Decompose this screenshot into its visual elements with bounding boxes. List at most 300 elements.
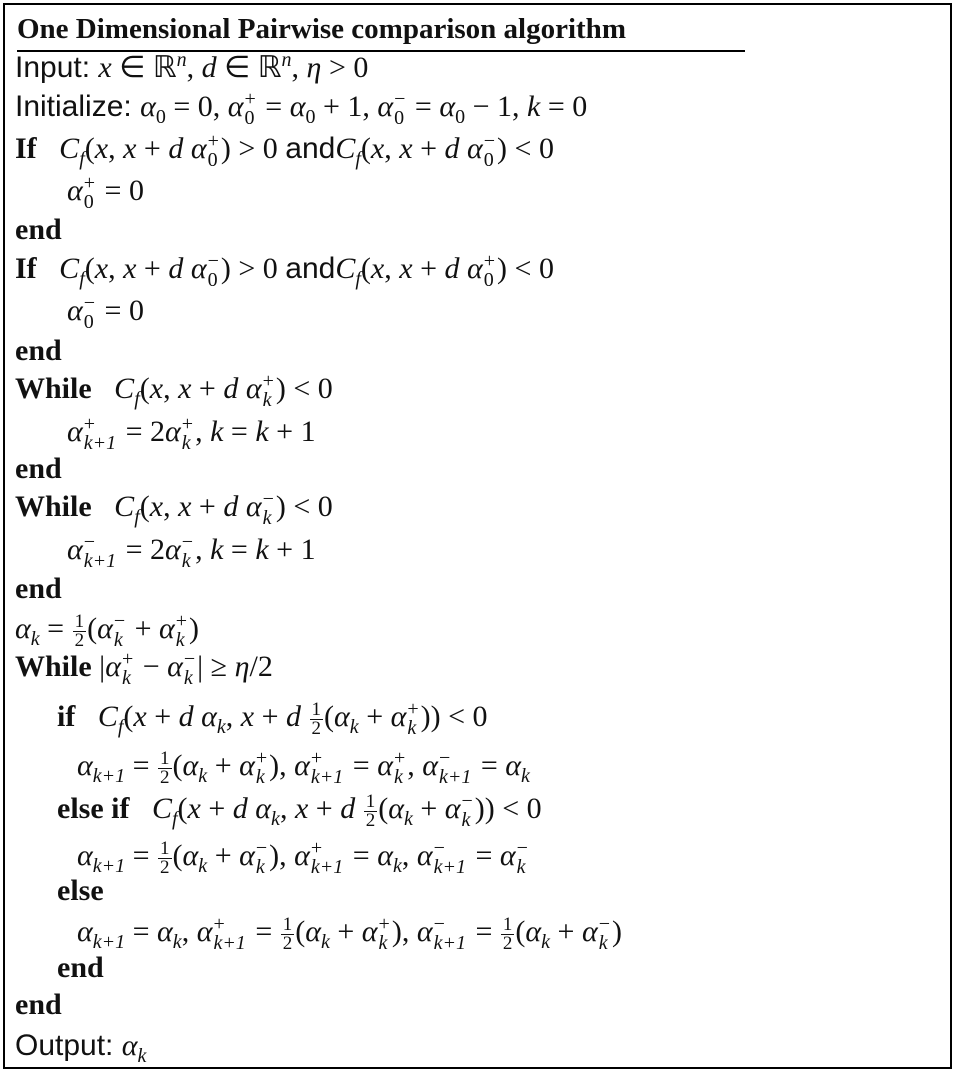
math-text: ), bbox=[391, 915, 417, 948]
math-text: , bbox=[108, 252, 124, 285]
math-text: , bbox=[186, 51, 202, 84]
sup-sub-script bbox=[599, 915, 610, 953]
fraction-denominator: 2 bbox=[502, 932, 513, 954]
math-variable: x bbox=[94, 252, 109, 285]
sup-sub-script bbox=[394, 749, 405, 787]
math-text: = bbox=[125, 839, 158, 872]
sup-sub-script bbox=[484, 132, 495, 170]
math-variable: α bbox=[227, 90, 244, 123]
math-variable: α bbox=[294, 749, 310, 782]
math-variable: d α bbox=[168, 132, 207, 165]
math-text bbox=[355, 792, 363, 825]
superscript: + bbox=[407, 698, 419, 721]
keyword: end bbox=[15, 213, 62, 246]
math-variable: d α bbox=[232, 792, 272, 825]
math-variable: α bbox=[182, 839, 199, 872]
algorithm-line bbox=[67, 171, 144, 214]
math-text: /2 bbox=[249, 650, 273, 683]
math-text: ( bbox=[84, 252, 95, 285]
math-text: ( bbox=[515, 915, 526, 948]
math-variable: α bbox=[239, 839, 255, 872]
label-text: Initialize: bbox=[15, 90, 141, 123]
math-text: = 2 bbox=[118, 415, 166, 448]
algorithm-line bbox=[57, 697, 488, 740]
math-variable: α bbox=[77, 839, 93, 872]
math-text: ( bbox=[172, 839, 183, 872]
math-text: + bbox=[550, 915, 582, 948]
math-text: + bbox=[207, 839, 240, 872]
math-variable: α bbox=[289, 90, 306, 123]
math-variable: α bbox=[105, 650, 121, 683]
math-text: = bbox=[39, 612, 72, 645]
math-text: ∈ ℝ bbox=[111, 51, 177, 84]
subscript: f bbox=[79, 148, 85, 170]
subscript: k bbox=[349, 716, 359, 738]
subscript: 0 bbox=[305, 106, 316, 128]
algorithm-line bbox=[57, 789, 542, 832]
math-variable: C bbox=[335, 132, 356, 165]
subscript: 0 bbox=[483, 269, 494, 292]
subscript: k+1 bbox=[92, 931, 126, 953]
math-variable: α bbox=[239, 749, 255, 782]
math-variable: x bbox=[370, 132, 385, 165]
superscript: + bbox=[181, 413, 194, 436]
math-text: = bbox=[345, 839, 378, 872]
math-text bbox=[75, 700, 98, 733]
math-text: , bbox=[225, 700, 241, 733]
keyword: if bbox=[57, 700, 76, 733]
keyword: While bbox=[15, 372, 92, 405]
math-variable: x bbox=[149, 372, 164, 405]
math-variable: α bbox=[416, 915, 433, 948]
math-text: = bbox=[473, 749, 506, 782]
math-variable: η bbox=[306, 51, 322, 84]
subscript: k bbox=[521, 765, 530, 787]
subscript: k bbox=[198, 765, 208, 787]
math-variable: α bbox=[121, 1029, 138, 1062]
math-text: ) > 0 bbox=[220, 252, 286, 285]
subscript: k bbox=[598, 932, 608, 955]
subscript: k+1 bbox=[92, 855, 126, 877]
math-variable: α bbox=[77, 915, 93, 948]
algorithm-line bbox=[67, 530, 316, 573]
math-text: + bbox=[358, 700, 391, 733]
subscript: k bbox=[541, 931, 551, 953]
math-text bbox=[92, 372, 115, 405]
math-text: , bbox=[181, 915, 197, 948]
math-variable: α bbox=[377, 839, 393, 872]
fraction bbox=[364, 790, 378, 831]
keyword: else if bbox=[57, 792, 130, 825]
algorithm-line bbox=[15, 249, 554, 292]
algorithm-line bbox=[15, 87, 588, 130]
math-text: ( bbox=[123, 700, 134, 733]
math-variable: α bbox=[67, 294, 83, 327]
math-variable: α bbox=[505, 749, 522, 782]
sup-sub-script bbox=[122, 650, 133, 688]
sup-sub-script bbox=[394, 90, 405, 128]
algorithm-line bbox=[77, 836, 530, 879]
math-text bbox=[92, 490, 115, 523]
sup-sub-script bbox=[517, 839, 528, 877]
math-text: + bbox=[308, 792, 341, 825]
math-text: + bbox=[200, 792, 233, 825]
math-text: + bbox=[127, 612, 160, 645]
math-variable: α bbox=[439, 90, 456, 123]
subscript: k bbox=[262, 389, 272, 412]
sup-sub-script bbox=[114, 612, 125, 650]
math-text: , bbox=[279, 792, 295, 825]
superscript: − bbox=[438, 747, 451, 770]
math-variable: k bbox=[255, 415, 269, 448]
label-text: and bbox=[285, 252, 336, 285]
math-variable: x bbox=[123, 252, 137, 285]
math-variable: x bbox=[370, 252, 385, 285]
subscript: k bbox=[183, 667, 193, 690]
algorithm-line bbox=[15, 129, 554, 172]
math-variable: k bbox=[526, 90, 541, 123]
math-text: = bbox=[125, 749, 158, 782]
superscript: − bbox=[262, 488, 274, 511]
sup-sub-script bbox=[182, 415, 193, 453]
math-text: + bbox=[136, 252, 169, 285]
algorithm-line bbox=[57, 871, 104, 911]
math-text: + bbox=[191, 372, 224, 405]
subscript: k bbox=[393, 766, 403, 789]
math-variable: α bbox=[67, 415, 83, 448]
algorithm-line bbox=[57, 948, 104, 988]
math-variable: α bbox=[416, 839, 433, 872]
math-text: ) bbox=[189, 612, 200, 645]
superscript: + bbox=[207, 130, 219, 153]
superscript: + bbox=[378, 913, 390, 936]
superscript: − bbox=[598, 913, 610, 936]
math-variable: d α bbox=[168, 252, 207, 285]
superscript: − bbox=[394, 88, 406, 111]
algorithm-line bbox=[15, 210, 62, 250]
algorithm-box bbox=[3, 3, 952, 1069]
fraction-denominator: 2 bbox=[282, 932, 293, 954]
sup-sub-script bbox=[182, 533, 193, 571]
math-text: ( bbox=[295, 915, 306, 948]
sup-sub-script bbox=[439, 749, 471, 787]
math-text: = bbox=[345, 749, 378, 782]
math-variable: α bbox=[67, 533, 83, 566]
algorithm-line bbox=[15, 985, 62, 1025]
fraction-denominator: 2 bbox=[160, 856, 170, 878]
sup-sub-script bbox=[311, 839, 343, 877]
math-variable: C bbox=[59, 252, 80, 285]
math-text: − 1, bbox=[465, 90, 527, 123]
subscript: 0 bbox=[244, 107, 255, 130]
fraction-denominator: 2 bbox=[365, 809, 376, 831]
math-variable: α bbox=[97, 612, 113, 645]
math-variable: x bbox=[149, 490, 164, 523]
label-text: Input: bbox=[15, 51, 99, 84]
sup-sub-script bbox=[379, 915, 390, 953]
math-variable: d bbox=[201, 51, 217, 84]
math-text: ) < 0 bbox=[275, 490, 333, 523]
math-variable: α bbox=[444, 792, 461, 825]
subscript: f bbox=[355, 148, 361, 170]
math-text: ( bbox=[177, 792, 188, 825]
fraction bbox=[73, 610, 87, 651]
superscript: + bbox=[255, 747, 268, 770]
math-text: = bbox=[257, 90, 290, 123]
subscript: k bbox=[392, 855, 402, 877]
superscript: − bbox=[461, 790, 473, 813]
fraction-numerator: 1 bbox=[74, 610, 85, 632]
subscript: k+1 bbox=[433, 856, 466, 879]
algorithm-line bbox=[15, 647, 273, 690]
superscript: + bbox=[393, 747, 406, 770]
fraction-numerator: 1 bbox=[311, 698, 322, 720]
algorithm-line bbox=[15, 331, 62, 371]
subscript: 0 bbox=[455, 106, 466, 128]
math-text: ) < 0 bbox=[497, 132, 554, 165]
math-variable: α bbox=[167, 650, 183, 683]
math-text: + bbox=[207, 749, 240, 782]
math-variable: d bbox=[286, 700, 302, 733]
math-variable: α bbox=[581, 915, 598, 948]
math-text: )) < 0 bbox=[474, 792, 542, 825]
keyword: While bbox=[15, 490, 92, 523]
fraction-denominator: 2 bbox=[311, 717, 322, 739]
subscript: f bbox=[79, 268, 85, 290]
superscript: − bbox=[433, 913, 445, 936]
math-text: , bbox=[384, 252, 400, 285]
subscript: k bbox=[121, 667, 131, 690]
math-text: + 1 bbox=[268, 533, 316, 566]
subscript: f bbox=[355, 268, 361, 290]
math-variable: α bbox=[377, 749, 393, 782]
math-variable: k bbox=[255, 533, 269, 566]
superscript: − bbox=[516, 837, 528, 860]
label-text: and bbox=[285, 132, 336, 165]
subscript: k bbox=[461, 809, 471, 832]
subscript: 0 bbox=[207, 149, 218, 172]
keyword: else bbox=[57, 874, 104, 907]
subscript: k bbox=[198, 855, 208, 877]
math-variable: α bbox=[77, 749, 93, 782]
subscript: k bbox=[403, 808, 413, 830]
superscript: + bbox=[244, 88, 256, 111]
math-variable: α bbox=[305, 915, 321, 948]
math-text: , bbox=[195, 533, 211, 566]
math-variable: α bbox=[390, 700, 407, 733]
math-text: ), bbox=[269, 749, 295, 782]
algorithm-line bbox=[77, 746, 530, 789]
subscript: 0 bbox=[83, 311, 94, 334]
math-variable: C bbox=[114, 490, 135, 523]
math-variable: x bbox=[240, 700, 255, 733]
math-variable: α bbox=[165, 533, 181, 566]
keyword: end bbox=[57, 951, 104, 984]
algorithm-title: One Dimensional Pairwise comparison algorithm bbox=[17, 13, 626, 45]
math-text: + bbox=[136, 132, 169, 165]
superscript: − bbox=[181, 531, 194, 554]
math-variable: x bbox=[133, 700, 147, 733]
algorithm-line bbox=[15, 369, 333, 412]
subscript: k bbox=[407, 717, 417, 740]
math-text: = bbox=[223, 415, 256, 448]
subscript: 0 bbox=[394, 107, 405, 130]
superscript: + bbox=[83, 172, 96, 195]
superscript: − bbox=[483, 130, 496, 153]
algorithm-line bbox=[67, 412, 316, 455]
sup-sub-script bbox=[208, 252, 219, 290]
fraction bbox=[501, 913, 515, 954]
superscript: n bbox=[281, 49, 292, 71]
sup-sub-script bbox=[84, 533, 116, 571]
keyword: end bbox=[15, 452, 62, 485]
math-text: ( bbox=[84, 132, 95, 165]
subscript: k bbox=[378, 932, 388, 955]
subscript: k bbox=[175, 629, 185, 652]
math-text: , bbox=[163, 372, 179, 405]
math-variable: x bbox=[294, 792, 309, 825]
subscript: k bbox=[181, 550, 191, 573]
algorithm-line bbox=[15, 449, 62, 489]
algorithm-line bbox=[15, 609, 200, 652]
sup-sub-script bbox=[208, 132, 219, 170]
math-variable: x bbox=[187, 792, 201, 825]
subscript: k bbox=[271, 808, 280, 830]
superscript: − bbox=[113, 610, 126, 633]
superscript: − bbox=[83, 292, 96, 315]
subscript: k bbox=[255, 766, 265, 789]
math-text: = 2 bbox=[118, 533, 166, 566]
math-text: = bbox=[467, 915, 500, 948]
math-variable: α bbox=[196, 915, 213, 948]
math-text: + 1, bbox=[315, 90, 378, 123]
math-text: ( bbox=[139, 490, 150, 523]
algorithm-line bbox=[77, 912, 622, 955]
math-variable: α bbox=[377, 90, 394, 123]
math-text: + bbox=[412, 132, 445, 165]
sup-sub-script bbox=[84, 415, 116, 453]
math-variable: x bbox=[178, 490, 192, 523]
subscript: k+1 bbox=[92, 765, 126, 787]
superscript: − bbox=[433, 837, 445, 860]
subscript: f bbox=[171, 808, 178, 830]
sup-sub-script bbox=[244, 90, 255, 128]
superscript: + bbox=[483, 250, 496, 273]
subscript: 0 bbox=[155, 106, 166, 128]
math-variable: x bbox=[399, 132, 413, 165]
sup-sub-script bbox=[311, 749, 343, 787]
subscript: 0 bbox=[483, 149, 494, 172]
math-text: ( bbox=[139, 372, 150, 405]
math-variable: α bbox=[67, 174, 83, 207]
superscript: − bbox=[183, 648, 196, 671]
math-text: = 0 bbox=[97, 174, 144, 207]
math-variable: k bbox=[210, 415, 224, 448]
sup-sub-script bbox=[484, 252, 495, 290]
subscript: f bbox=[134, 388, 140, 410]
sup-sub-script bbox=[256, 839, 267, 877]
subscript: k bbox=[30, 628, 40, 650]
keyword: If bbox=[15, 132, 37, 165]
algorithm-line bbox=[15, 569, 62, 609]
math-variable: x bbox=[178, 372, 192, 405]
subscript: k+1 bbox=[213, 932, 246, 955]
keyword: If bbox=[15, 252, 37, 285]
math-variable: d α bbox=[223, 372, 262, 405]
superscript: − bbox=[83, 531, 96, 554]
math-variable: α bbox=[294, 839, 310, 872]
math-text: = bbox=[247, 915, 280, 948]
sup-sub-script bbox=[176, 612, 187, 650]
sup-sub-script bbox=[84, 294, 95, 332]
math-variable: η bbox=[234, 650, 250, 683]
math-text: ( bbox=[324, 700, 335, 733]
subscript: k bbox=[113, 629, 123, 652]
math-variable: α bbox=[140, 90, 156, 123]
superscript: n bbox=[176, 49, 187, 71]
superscript: + bbox=[213, 913, 225, 936]
math-text: , bbox=[384, 132, 400, 165]
algorithm-line bbox=[15, 487, 333, 530]
math-variable: C bbox=[335, 252, 356, 285]
math-text: = 0, bbox=[165, 90, 228, 123]
subscript: k+1 bbox=[438, 766, 472, 789]
fraction-numerator: 1 bbox=[160, 747, 170, 769]
math-text bbox=[301, 700, 309, 733]
subscript: k+1 bbox=[310, 766, 344, 789]
math-text: | bbox=[91, 650, 106, 683]
fraction bbox=[158, 747, 172, 788]
math-variable: α bbox=[334, 700, 350, 733]
math-variable: α bbox=[525, 915, 542, 948]
math-text: , bbox=[407, 749, 423, 782]
math-variable: C bbox=[59, 132, 80, 165]
math-text: , bbox=[401, 839, 417, 872]
math-text: | ≥ bbox=[197, 650, 235, 683]
subscript: k bbox=[516, 856, 526, 879]
keyword: end bbox=[15, 572, 62, 605]
math-variable: α bbox=[182, 749, 199, 782]
math-variable: α bbox=[159, 612, 175, 645]
math-text: ) > 0 bbox=[220, 132, 286, 165]
math-text: ), bbox=[269, 839, 295, 872]
fraction-numerator: 1 bbox=[365, 790, 376, 812]
math-variable: d α bbox=[223, 490, 262, 523]
math-text: = bbox=[407, 90, 440, 123]
math-text: + bbox=[254, 700, 287, 733]
math-text bbox=[129, 792, 152, 825]
keyword: end bbox=[15, 334, 62, 367]
math-variable: α bbox=[165, 415, 181, 448]
math-variable: x bbox=[123, 132, 137, 165]
subscript: 0 bbox=[83, 191, 94, 214]
math-text: )) < 0 bbox=[420, 700, 488, 733]
fraction-numerator: 1 bbox=[160, 837, 170, 859]
math-variable: α bbox=[499, 839, 516, 872]
fraction bbox=[281, 913, 295, 954]
math-text: ∈ ℝ bbox=[216, 51, 282, 84]
math-text: ( bbox=[172, 749, 183, 782]
sup-sub-script bbox=[213, 915, 245, 953]
math-variable: x bbox=[94, 132, 109, 165]
sup-sub-script bbox=[263, 490, 274, 528]
math-variable: x bbox=[399, 252, 413, 285]
subscript: k bbox=[255, 856, 265, 879]
math-text: − bbox=[135, 650, 168, 683]
subscript: k+1 bbox=[310, 856, 344, 879]
superscript: − bbox=[207, 250, 219, 273]
subscript: k+1 bbox=[433, 932, 466, 955]
